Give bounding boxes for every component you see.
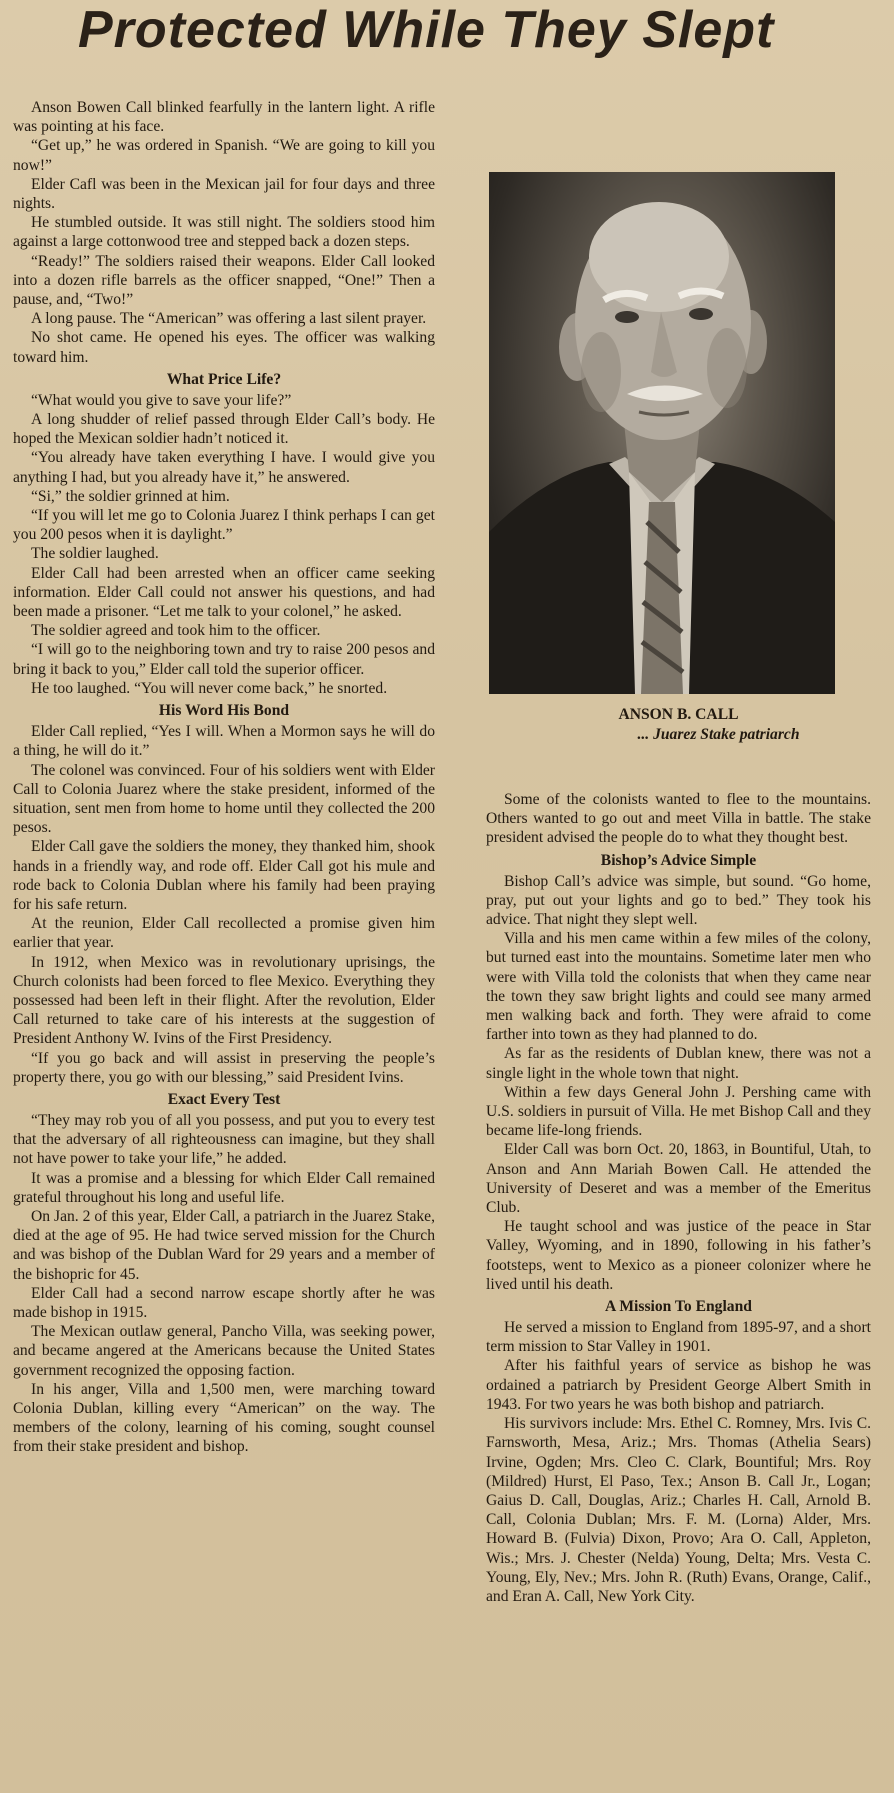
article-paragraph: His survivors include: Mrs. Ethel C. Romney, Mrs. Ivis C. Farnsworth, Mesa, Ariz.; Mrs. Thomas (Athelia Sears) Irvine, Ogden; Mrs. Cleo C. Clark, Bountiful; Mrs. Roy (Mildred) Hurst, El Paso, Tex.; Anson B. Call Jr., Logan; Gaius D. Call, Douglas, Ariz.; Charles H. Call, Arnold B. Call, Colonia Dublan; Mrs. F. M. (Lorna) Alder, Mrs. Howard B. (Fulvia) Dixon, Provo; Ara O. Call, Appleton, Wis.; Mrs. J. Chester (Nelda) Young, Delta; Mrs. Vesta C. Young, Ely, Nev.; Mrs. John R. (Ruth) Evans, Orange, Calif., and Eran A. Call, New York City. (486, 1415, 871, 1605)
article-paragraph: Elder Cafl was been in the Mexican jail for four days and three nights. (13, 175, 435, 213)
left-column (13, 98, 435, 1457)
article-paragraph: At the reunion, Elder Call recollected a promise given him earlier that year. (13, 915, 435, 952)
headline: Protected While They Slept (78, 1, 775, 59)
article-paragraph: Elder Call replied, “Yes I will. When a Mormon says he will do a thing, he will do it.” (13, 723, 435, 760)
article-paragraph: “Ready!” The soldiers raised their weapons. Elder Call looked into a dozen rifle barrels as the officer snapped, “One!” Then a pause, and, “Two!” (13, 252, 435, 309)
article-paragraph: A long shudder of relief passed through Elder Call’s body. He hoped the Mexican soldier hadn’t noticed it. (13, 411, 435, 448)
article-paragraph: He too laughed. “You will never come back,” he snorted. (31, 679, 388, 697)
article-paragraph: Within a few days General John J. Pershing came with U.S. soldiers in pursuit of Villa. He met Bishop Call and they became life-long friends. (486, 1083, 871, 1140)
section-heading: Exact Every Test (167, 1090, 281, 1108)
article-paragraph: On Jan. 2 of this year, Elder Call, a patriarch in the Juarez Stake, died at the age of 95. He had twice served mission for the Church and was bishop of the Dublan Ward for 29 years and a member of the bishopric for 45. (13, 1207, 435, 1283)
article-paragraph: Bishop Call’s advice was simple, but sound. “Go home, pray, put out your lights and go to bed.” They took his advice. That night they slept well. (486, 872, 871, 929)
article-paragraph: Elder Call had been arrested when an officer came seeking information. Elder Call could not answer his questions, and had been made a prisoner. “Let me talk to your colonel,” he asked. (13, 564, 435, 621)
caption-subtitle: ... Juarez Stake patriarch (637, 726, 800, 743)
article-paragraph: Anson Bowen Call blinked fearfully in the lantern light. A rifle was pointing at his face. (13, 99, 435, 136)
section-heading: What Price Life? (166, 370, 282, 388)
article-paragraph: In his anger, Villa and 1,500 men, were marching toward Colonia Dublan, killing every “American” on the way. The members of the colony, learning of his coming, sought counsel from their stake president and bishop. (13, 1380, 435, 1456)
article-paragraph: Elder Call gave the soldiers the money, they thanked him, shook hands in a friendly way, and rode off. Elder Call got his mule and rode back to Colonia Dublan where his family had been praying for his safe return. (13, 838, 435, 913)
article-paragraph: “Si,” the soldier grinned at him. (31, 487, 230, 505)
article-paragraph: Villa and his men came within a few miles of the colony, but turned east into the mountains. Sometime later men who were with Villa told the colonists that when they came near the town they saw bright lights and could see many armed men walking back and forth. They were afraid to come farther into town as they had planned to do. (486, 930, 871, 1044)
article-paragraph: The colonel was convinced. Four of his soldiers went with Elder Call to Colonia Juarez where the stake president, informed of the situation, sent men from home to home until they collected the 200 pesos. (13, 761, 435, 837)
article-paragraph: He stumbled outside. It was still night. The soldiers stood him against a large cottonwood tree and stepped back a dozen steps. (13, 214, 435, 251)
article-paragraph: In 1912, when Mexico was in revolutionary uprisings, the Church colonists had been forced to flee Mexico. Everything they possessed had been left in their flight. After the revolution, Elder Call returned to take care of his interests at the suggestion of President Anthony W. Ivins of the First Presidency. (13, 953, 435, 1048)
article-paragraph: The Mexican outlaw general, Pancho Villa, was seeking power, and became angered at the Americans because the United States government recognized the opposing faction. (13, 1323, 435, 1379)
caption-name: ANSON B. CALL (618, 706, 739, 723)
article-paragraph: “If you will let me go to Colonia Juarez I think perhaps I can get you 200 pesos when it is daylight.” (13, 507, 435, 544)
article-paragraph: “If you go back and will assist in preserving the people’s property there, you go with our blessing,” said President Ivins. (13, 1049, 435, 1086)
photo-caption (486, 705, 871, 745)
article-paragraph: The soldier agreed and took him to the officer. (31, 622, 321, 640)
article-paragraph: A long pause. The “American” was offering a last silent prayer. (31, 310, 427, 328)
article-paragraph: “You already have taken everything I have. I would give you anything I had, but you already have it,” he answered. (13, 449, 435, 486)
section-heading: His Word His Bond (158, 702, 290, 720)
article-paragraph: As far as the residents of Dublan knew, there was not a single light in the whole town that night. (486, 1045, 871, 1082)
article-paragraph: “What would you give to save your life?” (31, 391, 292, 409)
article-paragraph: It was a promise and a blessing for which Elder Call remained grateful throughout his long and useful life. (13, 1169, 435, 1206)
article-paragraph: After his faithful years of service as bishop he was ordained a patriarch by President George Albert Smith in 1943. For two years he was both bishop and patriarch. (486, 1357, 871, 1413)
article-paragraph: Elder Call had a second narrow escape shortly after he was made bishop in 1915. (13, 1284, 435, 1321)
portrait-photo (489, 172, 835, 694)
article-paragraph: He taught school and was justice of the peace in Star Valley, Wyoming, and in 1890, following in his father’s footsteps, went to Mexico as a pioneer colonizer where he lived until his death. (486, 1218, 871, 1293)
right-column (486, 790, 871, 1606)
article-paragraph: “They may rob you of all you possess, and put you to every test that the adversary of all righteousness can imagine, but they shall not have power to take your life,” he added. (13, 1111, 435, 1168)
portrait-illustration (489, 172, 835, 694)
article-paragraph: The soldier laughed. (31, 545, 159, 563)
article-paragraph: “I will go to the neighboring town and try to raise 200 pesos and bring it back to you,” Elder call told the superior officer. (13, 641, 435, 678)
section-heading: Bishop’s Advice Simple (600, 851, 757, 869)
article-paragraph: “Get up,” he was ordered in Spanish. “We are going to kill you now!” (13, 137, 435, 174)
article-paragraph: Elder Call was born Oct. 20, 1863, in Bountiful, Utah, to Anson and Ann Mariah Bowen Call. He attended the University of Deseret and was a member of the Emeritus Club. (486, 1141, 871, 1217)
article-paragraph: Some of the colonists wanted to flee to the mountains. Others wanted to go out and meet Villa in battle. The stake president advised the people do to what they thought best. (486, 791, 871, 847)
section-heading: A Mission To England (605, 1298, 752, 1316)
article-paragraph: He served a mission to England from 1895-97, and a short term mission to Star Valley in 1901. (486, 1319, 871, 1356)
article-paragraph: No shot came. He opened his eyes. The officer was walking toward him. (13, 329, 435, 366)
